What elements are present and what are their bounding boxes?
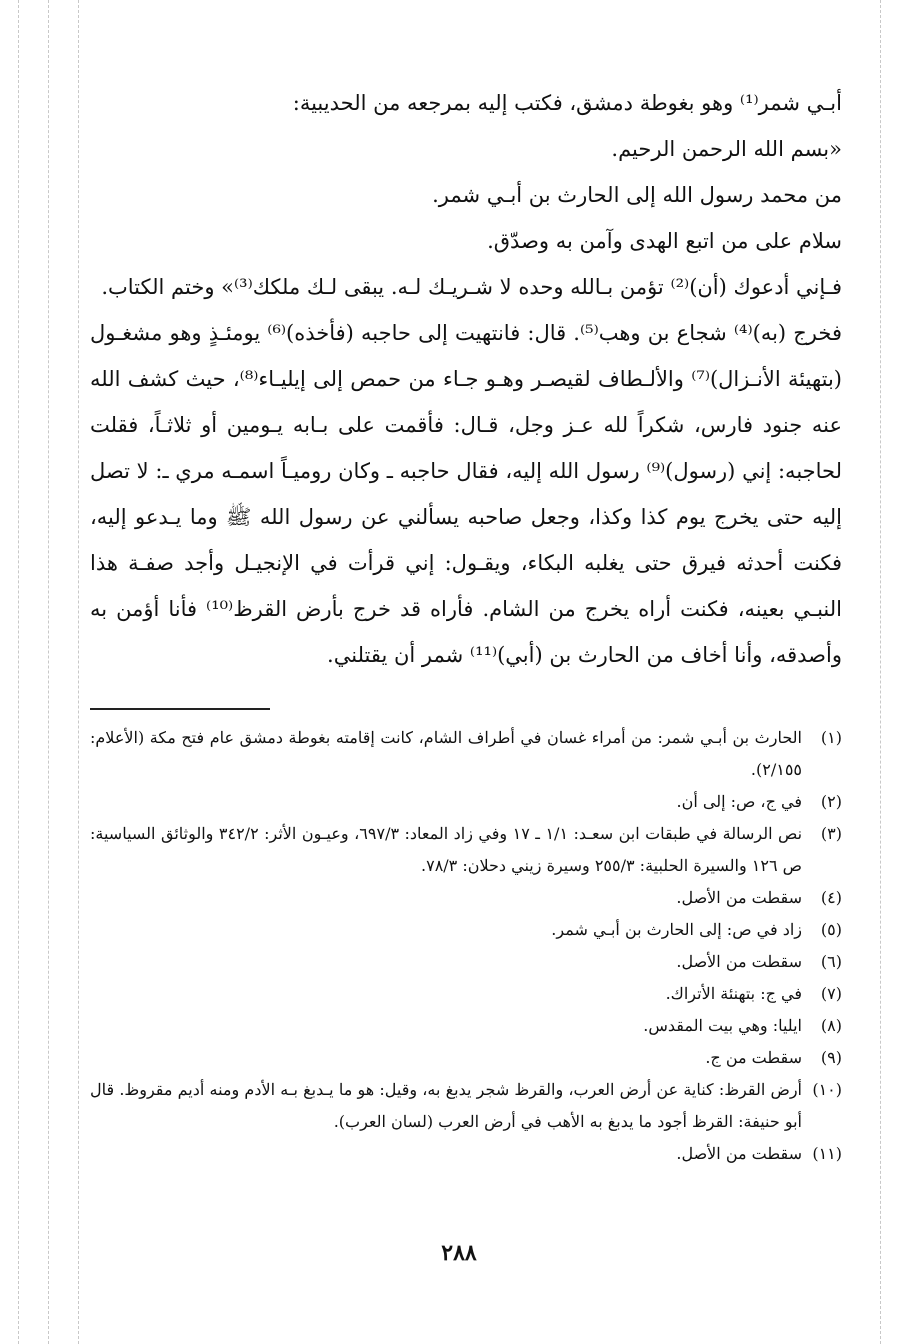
footnote-text: في ج، ص: إلى أن. xyxy=(676,792,802,811)
paragraph: سلام على من اتبع الهدى وآمن به وصدّق. xyxy=(487,229,842,253)
footnote-number: (١) xyxy=(820,728,842,747)
footnote-text: أرض القرظ: كناية عن أرض العرب، والقرظ شجر يدبغ به، وقيل: هو ما يـدبغ بـه الأدم ومنه أديم مقروظ. قال أبو حنيفة: القرظ أجود ما يدبغ به الأهب في أرض العرب (لسان العرب). xyxy=(90,1080,802,1131)
footnote xyxy=(90,722,842,786)
footnote xyxy=(90,1074,842,1138)
footnote xyxy=(90,914,842,946)
paragraph: فخرج (به)⁽⁴⁾ شجاع بن وهب⁽⁵⁾. قال: فانتهيت إلى حاجبه (فأخذه)⁽⁶⁾ يومئـذٍ وهو مشغـول (بتهيئة الأنـزال)⁽⁷⁾ والألـطاف لقيصـر وهـو جـاء من حمص إلى إيليـاء⁽⁸⁾، حيث كشف الله عنه جنود فارس، شكراً لله عـز وجل، قـال: فأقمت على بـابه يـومين أو ثلاثـاً، فقلت لحاجبه: إني (رسول)⁽⁹⁾ رسول الله إليه، فقال حاجبه ـ وكان روميـاً اسمـه مري ـ: لا تصل إليه حتى يخرج يوم كذا وكذا، وجعل صاحبه يسألني عن رسول الله ﷺ وما يـدعو إليه، فكنت أحدثه فيرق حتى يغلبه البكاء، ويقـول: إني قرأت في الإنجيـل وأجد صفـة هذا النبـي بعينه، فكنت أراه يخرج من الشام. فأراه قد خرج بأرض القرظ⁽¹⁰⁾ فأنا أؤمن به وأصدقه، وأنا أخاف من الحارث بن (أبي)⁽¹¹⁾ شمر أن يقتلني. xyxy=(90,321,842,667)
footnote xyxy=(90,978,842,1010)
footnote-separator xyxy=(90,708,270,710)
footnote-number: (١٠) xyxy=(812,1080,842,1099)
main-text xyxy=(90,80,842,678)
footnote-number: (١١) xyxy=(812,1144,842,1163)
footnote xyxy=(90,946,842,978)
footnote-text: ايليا: وهي بيت المقدس. xyxy=(643,1016,802,1035)
footnote-number: (٢) xyxy=(820,792,842,811)
footnote-number: (٧) xyxy=(820,984,842,1003)
footnote-number: (٩) xyxy=(820,1048,842,1067)
paragraph: «بسم الله الرحمن الرحيم. xyxy=(611,137,842,161)
footnote xyxy=(90,786,842,818)
footnote-text: سقطت من الأصل. xyxy=(676,888,802,907)
footnote-number: (٤) xyxy=(820,888,842,907)
footnote-number: (٥) xyxy=(820,920,842,939)
footnote xyxy=(90,882,842,914)
footnote-text: زاد في ص: إلى الحارث بن أبـي شمر. xyxy=(551,920,802,939)
footnote xyxy=(90,1042,842,1074)
footnote xyxy=(90,1010,842,1042)
scan-edge-line xyxy=(48,0,49,1344)
footnote xyxy=(90,1138,842,1170)
scan-edge-line xyxy=(18,0,19,1344)
footnote-text: نص الرسالة في طبقات ابن سعـد: ١/١ ـ ١٧ وفي زاد المعاد: ٦٩٧/٣، وعيـون الأثر: ٣٤٢/٢ والوثائق السياسية: ص ١٢٦ والسيرة الحلبية: ٢٥٥/٣ وسيرة زيني دحلان: ٧٨/٣. xyxy=(90,824,803,875)
book-page xyxy=(90,80,842,1170)
footnotes xyxy=(90,722,842,1170)
page-number: ٢٨٨ xyxy=(441,1240,477,1266)
scan-edge-line xyxy=(78,0,79,1344)
scan-edge-line xyxy=(880,0,881,1344)
footnote xyxy=(90,818,842,882)
paragraph: فـإني أدعوك (أن)⁽²⁾ تؤمن بـالله وحده لا شـريـك لـه. يبقى لـك ملكك⁽³⁾» وختم الكتاب. xyxy=(101,275,842,299)
paragraph: من محمد رسول الله إلى الحارث بن أبـي شمر. xyxy=(432,183,842,207)
footnote-text: الحارث بن أبـي شمر: من أمراء غسان في أطراف الشام، كانت إقامته بغوطة دمشق عام فتح مكة (الأعلام: ٢/١٥٥). xyxy=(90,728,802,779)
footnote-text: سقطت من ج. xyxy=(705,1048,802,1067)
footnote-number: (٣) xyxy=(820,824,842,843)
footnote-number: (٦) xyxy=(820,952,842,971)
paragraph: أبـي شمر⁽¹⁾ وهو بغوطة دمشق، فكتب إليه بمرجعه من الحديبية: xyxy=(292,91,842,115)
footnote-text: سقطت من الأصل. xyxy=(676,952,802,971)
footnote-number: (٨) xyxy=(820,1016,842,1035)
footnote-text: في ج: بتهنئة الأتراك. xyxy=(665,984,802,1003)
footnote-text: سقطت من الأصل. xyxy=(676,1144,802,1163)
